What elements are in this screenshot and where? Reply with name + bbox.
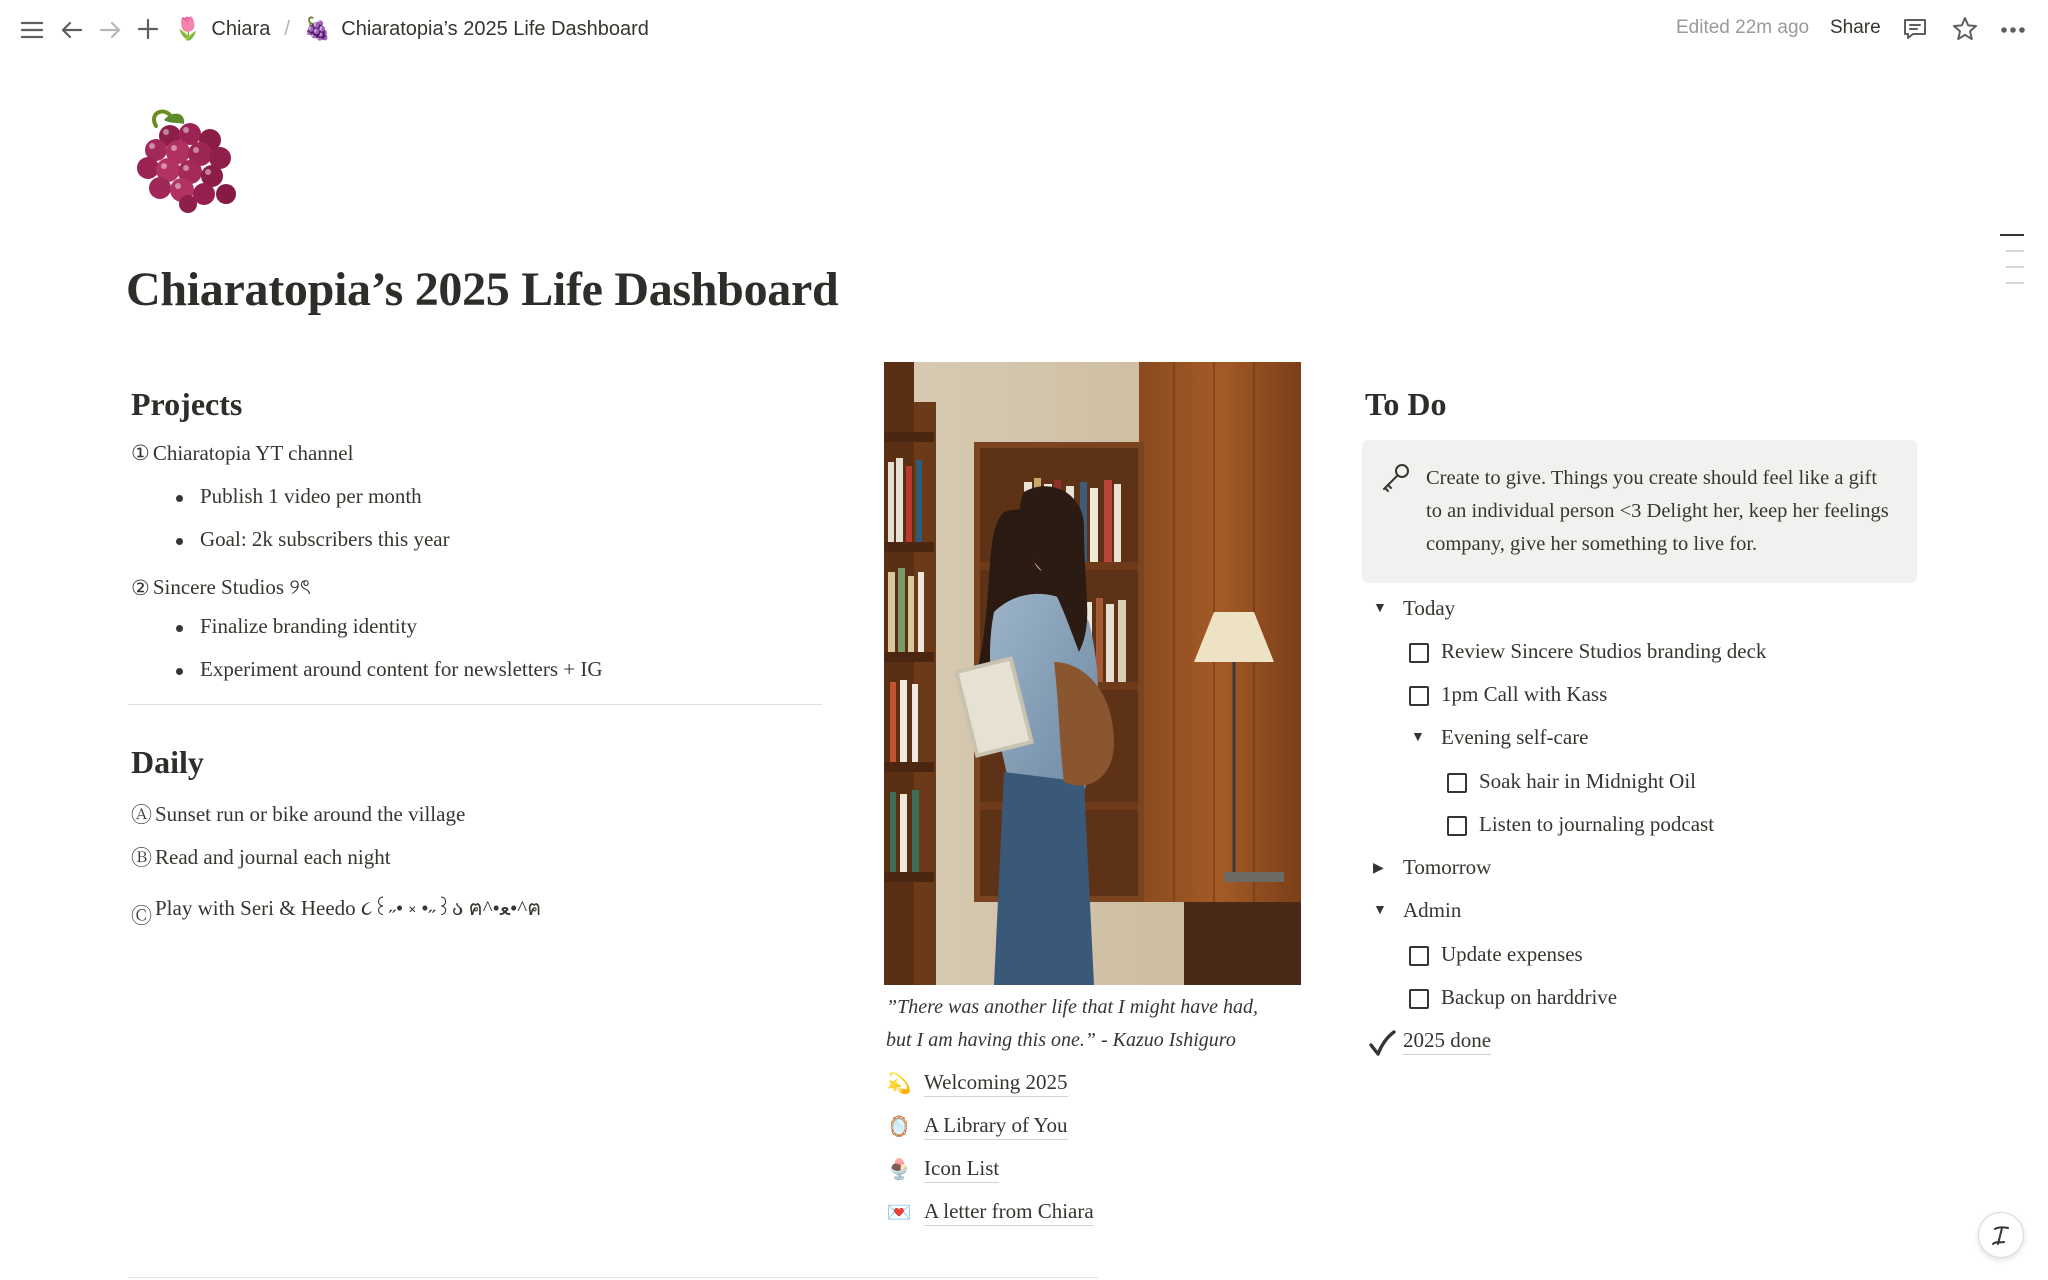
- add-page-icon[interactable]: [134, 15, 162, 43]
- breadcrumb-page-label: Chiaratopia’s 2025 Life Dashboard: [341, 17, 649, 40]
- bottom-divider: [128, 1277, 1098, 1278]
- todo-item: Soak hair in Midnight Oil: [1479, 769, 1696, 793]
- project-item[interactable]: [131, 571, 311, 606]
- todo-item: Update expenses: [1441, 942, 1583, 966]
- quote-caption-line1: ”There was another life that I might have had,: [886, 996, 1259, 1018]
- toggle-today[interactable]: Today: [1403, 596, 1456, 620]
- daily-label: Play with Seri & Heedo ૮꒰˶• ༝ •˶꒱ა ฅ^•ﻌ•^ฅ: [155, 896, 542, 920]
- page-link[interactable]: [886, 1070, 1068, 1097]
- breadcrumb-root-label: Chiara: [211, 17, 271, 40]
- more-options-icon[interactable]: [1998, 16, 2028, 44]
- project-item[interactable]: [131, 441, 353, 466]
- ice-cream-icon: 🍨: [886, 1159, 912, 1181]
- page-link-label: Icon List: [924, 1156, 999, 1183]
- todo-checkbox[interactable]: [1409, 643, 1429, 663]
- checkmark-icon: [1368, 1030, 1396, 1063]
- daily-label: Sunset run or bike around the village: [155, 801, 466, 826]
- daily-marker: Ⓒ: [131, 903, 152, 928]
- back-arrow-icon[interactable]: [58, 16, 86, 44]
- page-link-label: A Library of You: [924, 1113, 1068, 1140]
- favorite-star-icon[interactable]: [1950, 14, 1980, 44]
- toggle-open-icon[interactable]: ▼: [1373, 903, 1387, 918]
- bullet-dot: [176, 625, 183, 632]
- notion-ai-button[interactable]: [1978, 1212, 2024, 1258]
- breadcrumb-root[interactable]: [174, 16, 270, 42]
- page-link-2025-done[interactable]: 2025 done: [1403, 1028, 1491, 1055]
- daily-item[interactable]: [131, 885, 541, 944]
- tulip-icon: 🌷: [174, 16, 202, 41]
- toggle-tomorrow[interactable]: Tomorrow: [1403, 855, 1492, 879]
- daily-label: Read and journal each night: [155, 844, 391, 869]
- bullet-dot: [176, 538, 183, 545]
- love-letter-icon: 💌: [886, 1202, 912, 1224]
- page-link[interactable]: [886, 1199, 1094, 1226]
- todo-checkbox[interactable]: [1409, 946, 1429, 966]
- breadcrumb: [174, 0, 649, 58]
- project-subitem[interactable]: Goal: 2k subscribers this year: [200, 527, 450, 551]
- daily-item[interactable]: [131, 799, 465, 829]
- project-marker: ②: [131, 576, 150, 600]
- todo-heading[interactable]: To Do: [1365, 386, 1447, 422]
- callout-text: Create to give. Things you create should feel like a gift to an individual person <3 Delight her, keep her feelings company, give her something to live for.: [1426, 467, 1889, 555]
- daily-marker: Ⓑ: [131, 846, 152, 870]
- share-button[interactable]: Share: [1830, 17, 1881, 38]
- todo-checkbox[interactable]: [1447, 773, 1467, 793]
- outline-mark: [2000, 234, 2024, 236]
- edited-timestamp: Edited 22m ago: [1676, 17, 1810, 38]
- outline-mark: [2006, 282, 2024, 284]
- todo-item: 1pm Call with Kass: [1441, 682, 1608, 706]
- section-divider: [128, 704, 822, 705]
- page-link[interactable]: [886, 1156, 999, 1183]
- daily-marker: Ⓐ: [131, 803, 152, 827]
- todo-checkbox[interactable]: [1409, 989, 1429, 1009]
- mirror-icon: 🪞: [886, 1116, 912, 1138]
- project-subitem[interactable]: Publish 1 video per month: [200, 484, 422, 508]
- breadcrumb-page[interactable]: [304, 16, 649, 42]
- todo-item: Backup on harddrive: [1441, 985, 1618, 1009]
- page-outline[interactable]: [2000, 234, 2024, 298]
- outline-mark: [2006, 250, 2024, 252]
- forward-arrow-icon[interactable]: [96, 16, 124, 44]
- project-subitem[interactable]: Finalize branding identity: [200, 614, 417, 638]
- top-bar: [0, 0, 2048, 58]
- key-icon: [1380, 462, 1412, 499]
- callout-block[interactable]: [1362, 440, 1917, 583]
- cover-photo[interactable]: [884, 362, 1301, 985]
- page-link-label: Welcoming 2025: [924, 1070, 1068, 1097]
- project-label: Chiaratopia YT channel: [152, 441, 354, 465]
- toggle-closed-icon[interactable]: ▶: [1373, 861, 1384, 876]
- todo-item: Listen to journaling podcast: [1479, 812, 1715, 836]
- project-label: Sincere Studios ୨ৎ: [152, 575, 311, 599]
- projects-heading[interactable]: Projects: [131, 386, 243, 422]
- toggle-open-icon[interactable]: ▼: [1373, 601, 1387, 616]
- project-subitem[interactable]: Experiment around content for newsletters + IG: [200, 657, 603, 681]
- quote-caption-line2: but I am having this one.” - Kazuo Ishiguro: [886, 1029, 1236, 1051]
- todo-item: Review Sincere Studios branding deck: [1441, 639, 1767, 663]
- breadcrumb-separator: /: [284, 17, 290, 40]
- project-marker: ①: [131, 441, 150, 465]
- bullet-dot: [176, 668, 183, 675]
- ai-face-icon: [1988, 1222, 2014, 1248]
- page-link-label: A letter from Chiara: [924, 1199, 1094, 1226]
- page-title[interactable]: Chiaratopia’s 2025 Life Dashboard: [126, 263, 839, 316]
- bullet-dot: [176, 495, 183, 502]
- outline-mark: [2006, 266, 2024, 268]
- page-link[interactable]: [886, 1113, 1068, 1140]
- todo-checkbox[interactable]: [1409, 686, 1429, 706]
- daily-heading[interactable]: Daily: [131, 744, 204, 780]
- grapes-small-icon: 🍇: [303, 16, 332, 41]
- comments-icon[interactable]: [1900, 15, 1930, 43]
- dizzy-star-icon: 💫: [886, 1073, 912, 1095]
- todo-checkbox[interactable]: [1447, 816, 1467, 836]
- grapes-icon[interactable]: [126, 104, 238, 214]
- toggle-evening-self-care[interactable]: Evening self-care: [1441, 725, 1589, 749]
- menu-icon[interactable]: [18, 16, 46, 44]
- daily-item[interactable]: [131, 842, 391, 872]
- toggle-admin[interactable]: Admin: [1403, 898, 1462, 922]
- toggle-open-icon[interactable]: ▼: [1411, 730, 1425, 745]
